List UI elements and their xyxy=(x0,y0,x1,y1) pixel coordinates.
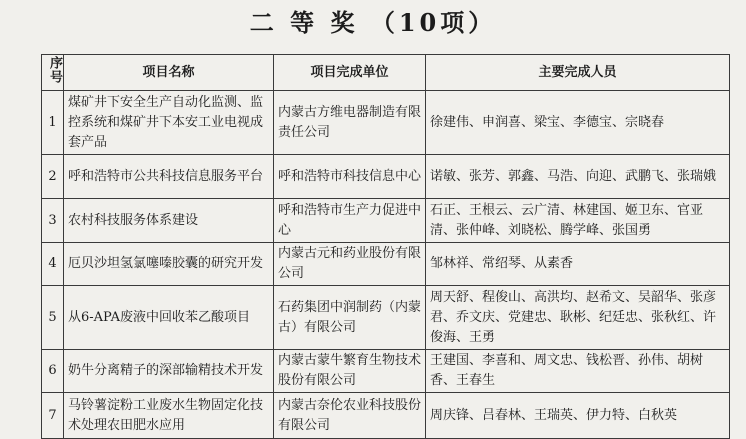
project-people: 周天舒、程俊山、高洪均、赵希文、吴韶华、张彦君、乔文庆、党建忠、耿彬、纪廷忠、张秋红、许俊海、王勇 xyxy=(426,286,730,350)
project-people: 邹林祥、常绍琴、从素香 xyxy=(426,243,730,286)
project-name: 从6-APA废液中回收苯乙酸项目 xyxy=(64,286,274,350)
project-name: 呼和浩特市公共科技信息服务平台 xyxy=(64,155,274,199)
row-number: 6 xyxy=(42,350,64,393)
row-number: 3 xyxy=(42,199,64,243)
table-row xyxy=(42,393,730,439)
project-people: 石正、王根云、云广清、林建国、姬卫东、官亚清、张仲峰、刘晓松、腾学峰、张国勇 xyxy=(426,199,730,243)
table-row xyxy=(42,199,730,243)
table-row xyxy=(42,91,730,155)
project-people: 周庆锋、吕春林、王瑞英、伊力特、白秋英 xyxy=(426,393,730,439)
table-row xyxy=(42,243,730,286)
awards-table xyxy=(41,54,730,439)
project-name: 马铃薯淀粉工业废水生物固定化技术处理农田肥水应用 xyxy=(64,393,274,439)
page-title: 二 等 奖 （10项） xyxy=(249,8,497,37)
header-seq: 序号 xyxy=(42,55,64,91)
table-row xyxy=(42,155,730,199)
project-unit: 石药集团中润制药（内蒙古）有限公司 xyxy=(274,286,426,350)
project-unit: 内蒙古蒙牛繁育生物技术股份有限公司 xyxy=(274,350,426,393)
project-name: 煤矿井下安全生产自动化监测、监控系统和煤矿井下本安工业电视成套产品 xyxy=(64,91,274,155)
table-header-row xyxy=(42,55,730,91)
project-people: 徐建伟、申润喜、梁宝、李德宝、宗晓春 xyxy=(426,91,730,155)
project-unit: 内蒙古奈伦农业科技股份有限公司 xyxy=(274,393,426,439)
row-number: 5 xyxy=(42,286,64,350)
project-people: 诺敏、张芳、郭鑫、马浩、向迎、武鹏飞、张瑞娥 xyxy=(426,155,730,199)
header-name: 项目名称 xyxy=(64,55,274,91)
project-unit: 内蒙古方维电器制造有限责任公司 xyxy=(274,91,426,155)
project-people: 王建国、李喜和、周文忠、钱松晋、孙伟、胡树香、王春生 xyxy=(426,350,730,393)
project-unit: 呼和浩特市生产力促进中心 xyxy=(274,199,426,243)
header-unit: 项目完成单位 xyxy=(274,55,426,91)
table-row xyxy=(42,286,730,350)
row-number: 7 xyxy=(42,393,64,439)
table-row xyxy=(42,350,730,393)
row-number: 4 xyxy=(42,243,64,286)
row-number: 2 xyxy=(42,155,64,199)
project-unit: 内蒙古元和药业股份有限公司 xyxy=(274,243,426,286)
row-number: 1 xyxy=(42,91,64,155)
project-name: 厄贝沙坦氢氯噻嗪胶囊的研究开发 xyxy=(64,243,274,286)
project-name: 农村科技服务体系建设 xyxy=(64,199,274,243)
project-unit: 呼和浩特市科技信息中心 xyxy=(274,155,426,199)
header-people: 主要完成人员 xyxy=(426,55,730,91)
project-name: 奶牛分离精子的深部输精技术开发 xyxy=(64,350,274,393)
